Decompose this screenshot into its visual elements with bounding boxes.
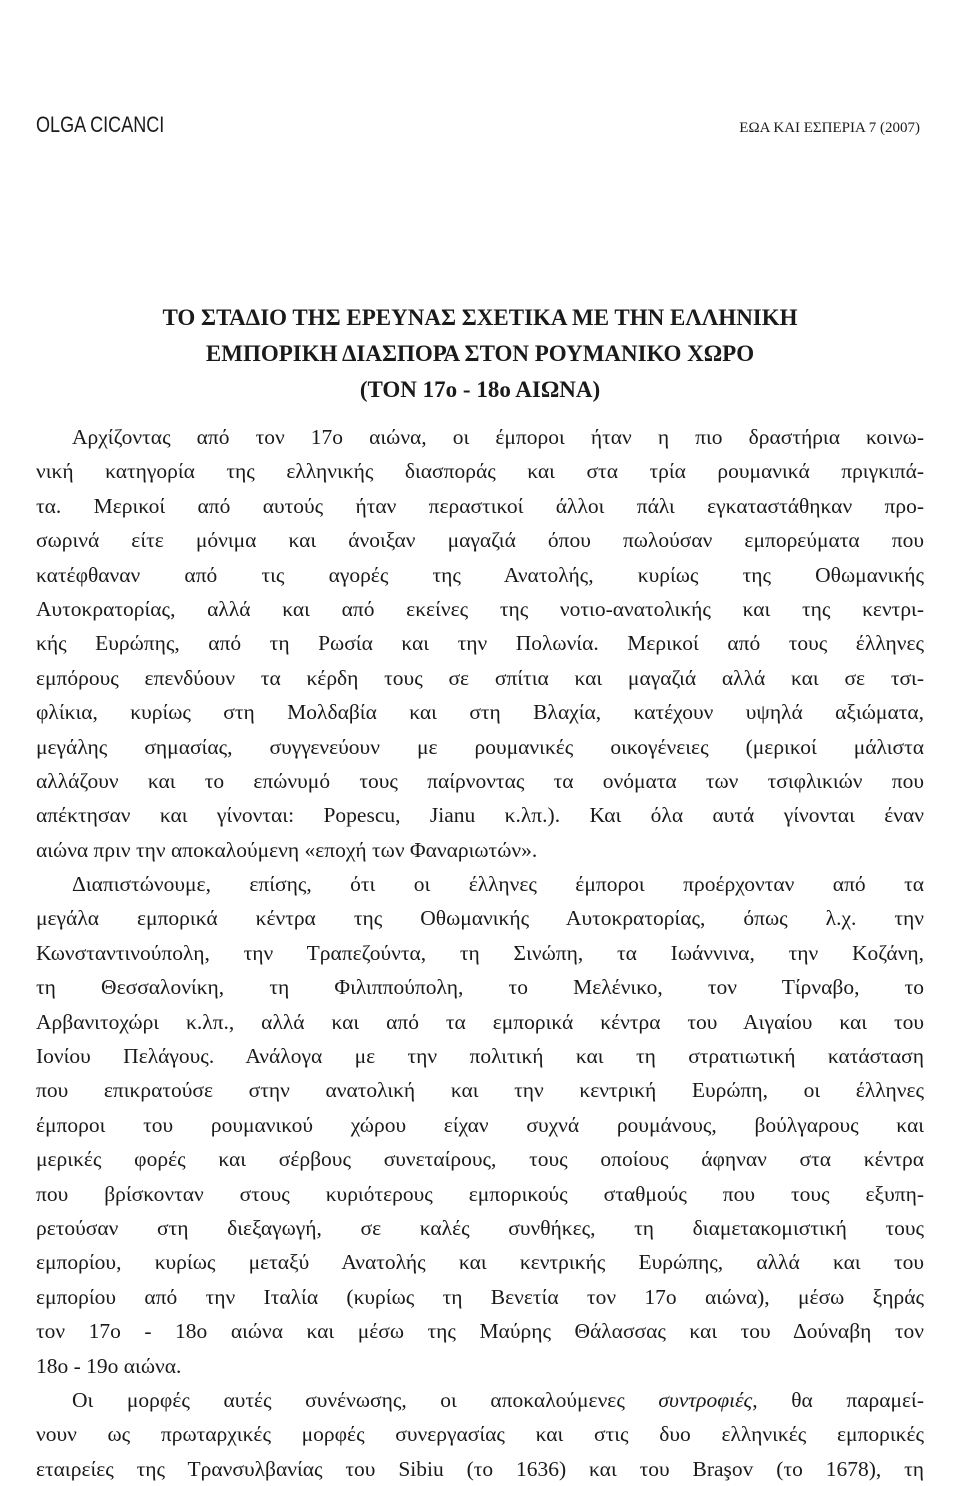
body-line: σωρινά είτε μόνιμα και άνοιξαν μαγαζιά όπου πωλούσαν εμπορεύματα που [36, 528, 924, 553]
body-line-segment: , θα παραμεί- [752, 1387, 924, 1412]
body-line: Ιονίου Πελάγους. Ανάλογα με την πολιτική και τη στρατιωτική κατάσταση [36, 1044, 924, 1069]
body-line: τη Θεσσαλονίκη, τη Φιλιππούπολη, το Μελένικο, τον Τίρναβο, το [36, 975, 924, 1000]
article-body [36, 420, 924, 1486]
body-line: εμπορίου, κυρίως μεταξύ Ανατολής και κεντρικής Ευρώπης, αλλά και του [36, 1250, 924, 1275]
body-line: Αυτοκρατορίας, αλλά και από εκείνες της νοτιο-ανατολικής και της κεντρι- [36, 596, 924, 621]
body-line: αλλάζουν και το επώνυμό τους παίρνοντας τα ονόματα των τσιφλικιών που [36, 768, 924, 793]
body-line: Αρβανιτοχώρι κ.λπ., αλλά και από τα εμπορικά κέντρα του Αιγαίου και του [36, 1009, 924, 1034]
body-line: 18ο - 19ο αιώνα. [36, 1353, 182, 1378]
body-line: φλίκια, κυρίως στη Μολδαβία και στη Βλαχία, κατέχουν υψηλά αξιώματα, [36, 700, 924, 725]
body-line: έμποροι του ρουμανικού χώρου είχαν συχνά ρουμάνους, βούλγαρους και [36, 1112, 924, 1137]
body-line: που βρίσκονταν στους κυριότερους εμπορικούς σταθμούς που τους εξυπη- [36, 1181, 924, 1206]
body-line: νική κατηγορία της ελληνικής διασποράς και στα τρία ρουμανικά πριγκιπά- [36, 459, 924, 484]
body-line: κατέφθαναν από τις αγορές της Ανατολής, κυρίως της Οθωμανικής [36, 562, 924, 587]
body-line: μεγάλα εμπορικά κέντρα της Οθωμανικής Αυτοκρατορίας, όπως λ.χ. την [36, 906, 924, 931]
body-line: απέκτησαν και γίνονται: Popescu, Jianu κ.λπ.). Και όλα αυτά γίνονται έναν [36, 803, 924, 828]
running-header [36, 112, 920, 142]
title-line-2: ΕΜΠΟΡΙΚΗ ΔΙΑΣΠΟΡΑ ΣΤΟΝ ΡΟΥΜΑΝΙΚΟ ΧΩΡΟ [205, 341, 755, 366]
title-line-3: (ΤΟΝ 17ο - 18ο ΑΙΩΝΑ) [359, 377, 601, 402]
journal-reference: ΕΩΑ ΚΑΙ ΕΣΠΕΡΙΑ 7 (2007) [739, 120, 920, 136]
body-line: κής Ευρώπης, από τη Ρωσία και την Πολωνία. Μερικοί από τους έλληνες [36, 631, 924, 656]
body-line: ρετούσαν στη διεξαγωγή, σε καλές συνθήκες, τη διαμετακομιστική τους [36, 1215, 924, 1240]
body-line: που επικρατούσε στην ανατολική και την κεντρική Ευρώπη, οι έλληνες [36, 1078, 924, 1103]
body-line: Διαπιστώνουμε, επίσης, ότι οι έλληνες έμποροι προέρχονταν από τα [72, 872, 924, 897]
body-line: Αρχίζοντας από τον 17ο αιώνα, οι έμποροι ήταν η πιο δραστήρια κοινω- [72, 425, 924, 449]
body-line: μεγάλης σημασίας, συγγενεύουν με ρουμανικές οικογένειες (μερικοί μάλιστα [36, 734, 924, 759]
author-name: OLGA CICANCI [36, 112, 165, 137]
body-line: εμπόρους επενδύουν τα κέρδη τους σε σπίτια και μαγαζιά αλλά και σε τσι- [36, 665, 924, 690]
body-line: εμπορίου από την Ιταλία (κυρίως τη Βενετία τον 17ο αιώνα), μέσω ξηράς [36, 1284, 924, 1309]
body-line-with-italic [36, 1383, 924, 1417]
italic-term: συντροφιές [658, 1387, 753, 1412]
body-line: νουν ως πρωταρχικές μορφές συνεργασίας και στις δυο ελληνικές εμπορικές [36, 1422, 924, 1447]
body-line: μερικές φορές και σέρβους συνεταίρους, τους οποίους άφηναν στα κέντρα [36, 1147, 924, 1172]
title-line-1: ΤΟ ΣΤΑΔΙΟ ΤΗΣ ΕΡΕΥΝΑΣ ΣΧΕΤΙΚΑ ΜΕ ΤΗΝ ΕΛΛΗΝΙΚΗ [162, 305, 798, 330]
body-line: εταιρείες της Τρανσυλβανίας του Sibiu (το 1636) και του Braşov (το 1678), τη [36, 1456, 924, 1481]
article-title [36, 300, 924, 408]
body-line-segment: Οι μορφές αυτές συνένωσης, οι αποκαλούμενες [72, 1387, 659, 1412]
body-line: τον 17ο - 18ο αιώνα και μέσω της Μαύρης Θάλασσας και του Δούναβη τον [36, 1319, 924, 1344]
body-line: Κωνσταντινούπολη, την Τραπεζούντα, τη Σινώπη, τα Ιωάννινα, την Κοζάνη, [36, 940, 924, 965]
body-line: αιώνα πριν την αποκαλούμενη «εποχή των Φαναριωτών». [36, 837, 538, 862]
body-line: τα. Μερικοί από αυτούς ήταν περαστικοί άλλοι πάλι εγκαταστάθηκαν προ- [36, 493, 924, 518]
